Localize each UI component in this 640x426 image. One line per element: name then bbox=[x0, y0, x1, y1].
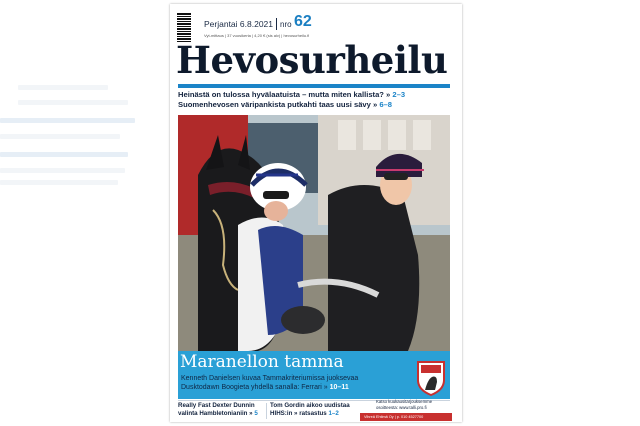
masthead-rule bbox=[178, 84, 450, 88]
cover-story-subtitle: Kenneth Danielsen kuvaa Tammakriteriumissa juoksevaa Dusktodawn Boogieta yhdellä sanalla: Ferrari » 10–11 bbox=[181, 375, 359, 391]
talli-promo-text: Katso kuukausitarjouksemme osoitteesta: www.talli.pro.fi bbox=[376, 399, 433, 410]
bottom-separator bbox=[266, 403, 267, 419]
background-ghost-text bbox=[0, 0, 170, 200]
magazine-cover bbox=[170, 4, 462, 422]
issue-number: 62 bbox=[294, 13, 312, 30]
talli-badge-icon bbox=[416, 360, 446, 396]
top-teaser: Heinästä on tulossa hyvälaatuista – mutta miten kallista? » 2–3 bbox=[178, 90, 406, 99]
header-divider bbox=[276, 18, 277, 30]
issue-date: Perjantai 6.8.2021 bbox=[204, 19, 273, 29]
bottom-teaser: Really Fast Dexter Dunnin valinta Hambletonianiin » 5 bbox=[178, 402, 258, 417]
cover-story-title: Maranellon tamma bbox=[180, 352, 344, 372]
promo-footer: Vihreä Ehtimä Oy | p. 010 4527700 bbox=[364, 415, 424, 419]
issue-meta: Vyt-mittaus | 37 vuosikerta | 4,20 € (sis alv) | hevosurheilu.fi bbox=[204, 33, 310, 38]
masthead: Hevosurheilu bbox=[176, 38, 448, 82]
cover-photo bbox=[178, 115, 450, 351]
top-teaser: Suomenhevosen väripankista putkahti taas uusi sävy » 6–8 bbox=[178, 100, 392, 109]
issue-label: nro bbox=[280, 20, 292, 29]
bottom-teaser: Tom Gordin aikoo uudistaa HIHS:in » ratsastus 1–2 bbox=[270, 402, 350, 417]
